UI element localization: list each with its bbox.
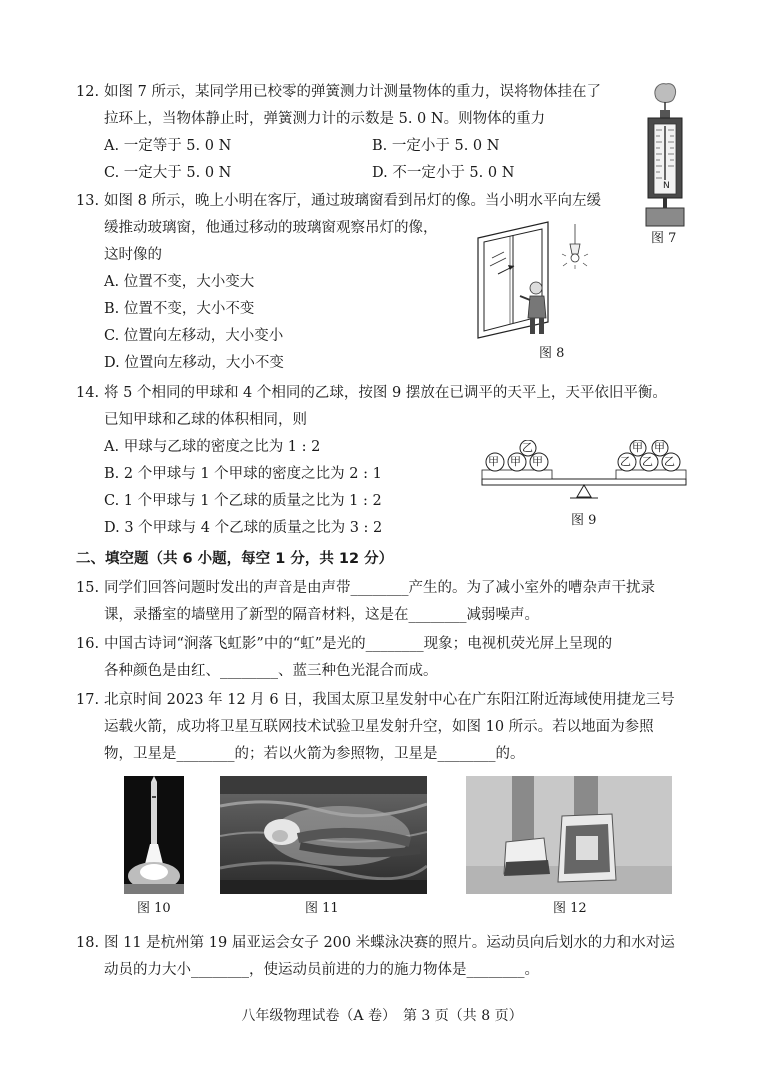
ball-jia-label: 甲 [632, 441, 643, 454]
figure-9-caption: 图 9 [571, 513, 597, 528]
figure-12-shoes-photo [466, 776, 672, 894]
figure-7-spring-scale [638, 80, 694, 228]
q18-text-line2: 动员的力大小________，使运动员前进的力的施力物体是________。 [104, 962, 539, 978]
q14-option-d: D. 3 个甲球与 4 个乙球的质量之比为 3 : 2 [104, 520, 383, 536]
q16-number: 16. [76, 636, 100, 652]
ball-jia-label: 甲 [532, 455, 543, 468]
q12-option-a: A. 一定等于 5. 0 N [104, 138, 232, 154]
figure-8-caption: 图 8 [539, 346, 565, 361]
figure-7-unit-label: N [663, 181, 670, 191]
q14-option-a: A. 甲球与乙球的密度之比为 1 : 2 [104, 439, 321, 455]
q15-text-line2: 课，录播室的墙壁用了新型的隔音材料，这是在________减弱噪声。 [104, 607, 539, 623]
q14-number: 14. [76, 385, 100, 401]
q16-text-line2: 各种颜色是由红、________、蓝三种色光混合而成。 [104, 663, 438, 679]
q14-option-b: B. 2 个甲球与 1 个甲球的密度之比为 2 : 1 [104, 466, 382, 482]
ball-jia-label: 甲 [510, 455, 521, 468]
q13-option-a: A. 位置不变，大小变大 [104, 274, 255, 290]
figure-10-rocket-photo [124, 776, 184, 894]
q12-text-line2: 拉环上，当物体静止时，弹簧测力计的示数是 5. 0 N。则物体的重力 [104, 111, 546, 127]
q14-option-c: C. 1 个甲球与 1 个乙球的质量之比为 1 : 2 [104, 493, 382, 509]
q16-text-line1: 中国古诗词“涧落飞虹影”中的“虹”是光的________现象；电视机荧光屏上呈现的 [104, 636, 613, 652]
ball-jia-label: 甲 [488, 455, 499, 468]
q14-text-line2: 已知甲球和乙球的体积相同，则 [104, 412, 307, 428]
q13-option-d: D. 位置向左移动，大小不变 [104, 355, 284, 371]
q12-number: 12. [76, 84, 100, 100]
ball-yi-label: 乙 [664, 455, 675, 468]
q12-option-c: C. 一定大于 5. 0 N [104, 165, 232, 181]
ball-yi-label: 乙 [620, 455, 631, 468]
ball-yi-label: 乙 [522, 441, 533, 454]
q13-text-line3: 这时像的 [104, 247, 162, 263]
q15-text-line1: 同学们回答问题时发出的声音是由声带________产生的。为了减小室外的嘈杂声干扰录 [104, 580, 655, 596]
q13-option-b: B. 位置不变，大小不变 [104, 301, 255, 317]
q17-text-line1: 北京时间 2023 年 12 月 6 日，我国太原卫星发射中心在广东阳江附近海域使用捷龙三号 [104, 692, 675, 708]
page-footer: 八年级物理试卷（A 卷） 第 3 页（共 8 页） [241, 1008, 523, 1024]
q13-option-c: C. 位置向左移动，大小变小 [104, 328, 284, 344]
q12-option-b: B. 一定小于 5. 0 N [372, 138, 500, 154]
section-2-heading: 二、填空题（共 6 小题，每空 1 分，共 12 分） [76, 551, 394, 567]
figure-10-caption: 图 10 [137, 901, 171, 916]
q14-text-line1: 将 5 个相同的甲球和 4 个相同的乙球，按图 9 摆放在已调平的天平上，天平依旧平衡。 [104, 385, 667, 401]
q13-number: 13. [76, 193, 100, 209]
figure-8-window-scene [470, 218, 600, 344]
q13-text-line2: 缓推动玻璃窗，他通过移动的玻璃窗观察吊灯的像， [104, 220, 438, 236]
figure-11-caption: 图 11 [305, 901, 339, 916]
q17-text-line2: 运载火箭，成功将卫星互联网技术试验卫星发射升空，如图 10 所示。若以地面为参照 [104, 719, 654, 735]
figure-11-swimmer-photo [220, 776, 427, 894]
q12-text-line1: 如图 7 所示，某同学用已校零的弹簧测力计测量物体的重力，误将物体挂在了 [104, 84, 601, 100]
ball-yi-label: 乙 [642, 455, 653, 468]
q17-number: 17. [76, 692, 100, 708]
q13-text-line1: 如图 8 所示，晚上小明在客厅，通过玻璃窗看到吊灯的像。当小明水平向左缓 [104, 193, 601, 209]
q17-text-line3: 物，卫星是________的；若以火箭为参照物，卫星是________的。 [104, 746, 525, 762]
q12-option-d: D. 不一定小于 5. 0 N [372, 165, 515, 181]
q18-text-line1: 图 11 是杭州第 19 届亚运会女子 200 米蝶泳决赛的照片。运动员向后划水的力和水对运 [104, 935, 675, 951]
figure-12-caption: 图 12 [553, 901, 587, 916]
figure-7-caption: 图 7 [651, 231, 677, 246]
q18-number: 18. [76, 935, 100, 951]
q15-number: 15. [76, 580, 100, 596]
ball-jia-label: 甲 [654, 441, 665, 454]
